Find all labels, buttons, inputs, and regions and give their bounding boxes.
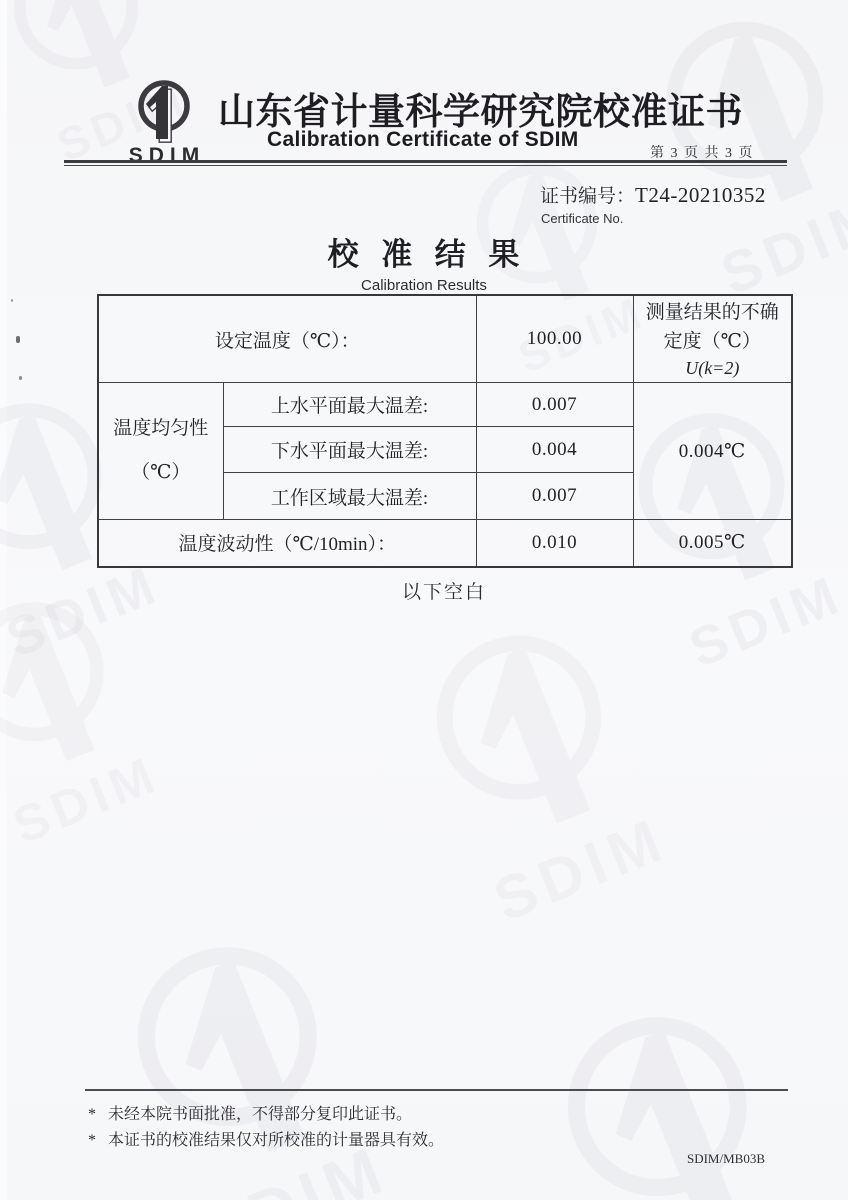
form-code: SDIM/MB03B: [686, 1151, 765, 1166]
uniformity-label-cell: [98, 383, 223, 520]
below-blank-text: 以下空白: [401, 582, 486, 603]
sdim-watermark-icon: [503, 961, 848, 1200]
scan-edge: [0, 0, 7, 1200]
sdim-watermark-icon: [0, 559, 185, 863]
sdim-logo-icon: [118, 79, 210, 168]
sdim-watermark-icon: [73, 891, 421, 1200]
fluctuation-value-cell: 0.010: [476, 520, 633, 567]
scan-speck: [16, 336, 20, 343]
logo-label: SDIM: [128, 144, 206, 167]
scan-speck: [11, 299, 13, 302]
footer-rule: [85, 1089, 788, 1091]
header-rule: [64, 160, 787, 166]
asterisk-marker: *: [88, 1131, 96, 1149]
calibration-results-table: [97, 294, 793, 568]
page-title-chinese: 山东省计量科学研究院校准证书: [218, 92, 743, 133]
page-title-english: Calibration Certificate of SDIM: [267, 128, 579, 151]
table-row-uniformity-upper: [98, 383, 792, 427]
set-temp-value-cell: 100.00: [476, 295, 633, 383]
sdim-watermark-icon: [378, 584, 698, 944]
uniformity-uncertainty-cell: 0.004℃: [633, 383, 792, 520]
fluctuation-uncertainty-cell: 0.005℃: [633, 520, 792, 567]
diff-label-cell: 上水平面最大温差:: [223, 383, 476, 427]
results-title-chinese: 校 准 结 果: [327, 237, 521, 272]
footer-note: [88, 1102, 444, 1128]
diff-label-cell: 工作区域最大温差:: [223, 473, 476, 520]
table-row-fluctuation: [98, 520, 792, 567]
footer-note: [88, 1128, 444, 1154]
results-section-title: [0, 229, 848, 294]
uniformity-unit: （℃）: [131, 462, 191, 483]
footer-note-text: 未经本院书面批准，不得部分复印此证书。: [108, 1106, 413, 1123]
diff-value-cell: 0.007: [476, 473, 633, 520]
certificate-number-label: 证书编号：: [540, 186, 636, 207]
diff-value-cell: 0.004: [476, 427, 633, 473]
diff-label-cell: 下水平面最大温差:: [223, 427, 476, 473]
table-row-set-temp: [98, 295, 792, 383]
uncertainty-formula: U(k=2): [685, 358, 740, 378]
set-temp-label-cell: 设定温度（℃）：: [98, 295, 476, 383]
scan-speck: [19, 376, 22, 380]
page-number: 第 3 页 共 3 页: [650, 146, 753, 161]
footer-note-text: 本证书的校准结果仅对所校准的计量器具有效。: [108, 1131, 445, 1149]
uncertainty-header-text: 测量结果的不确定度（℃）: [645, 302, 779, 352]
asterisk-marker: *: [88, 1106, 96, 1123]
footer-notes: [88, 1102, 444, 1153]
diff-value-cell: 0.007: [476, 383, 633, 427]
certificate-number-value: T24-20210352: [635, 183, 766, 207]
uniformity-label: 温度均匀性: [113, 418, 209, 439]
certificate-number-line: [540, 181, 766, 208]
results-title-english: Calibration Results: [361, 277, 487, 294]
uncertainty-header-cell: [633, 295, 792, 383]
certificate-number-label-en: Certificate No.: [541, 211, 624, 226]
fluctuation-label-cell: 温度波动性（℃/10min）：: [98, 520, 476, 567]
